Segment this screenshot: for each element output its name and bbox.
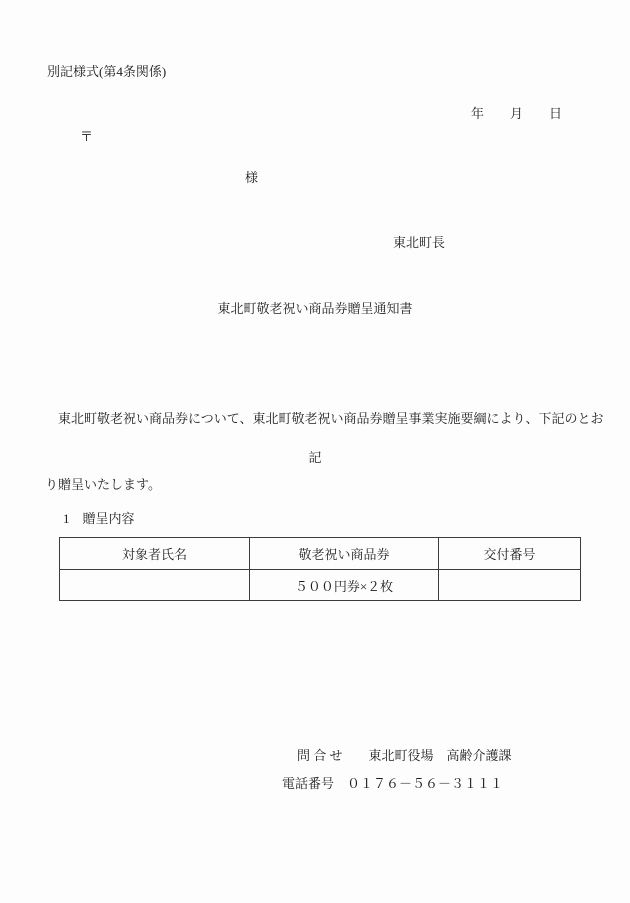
table-header-row — [60, 538, 581, 570]
section-heading: 1 贈呈内容 — [63, 511, 135, 526]
addressee-honorific: 様 — [245, 170, 259, 185]
record-marker: 記 — [308, 450, 322, 465]
document-title: 東北町敬老祝い商品券贈呈通知書 — [217, 301, 413, 316]
footer-phone-line: 電話番号 ０１７６－５６－３１１１ — [282, 776, 504, 791]
table-row — [60, 570, 581, 601]
cell-gift-certificate: ５００円券×２枚 — [250, 570, 439, 601]
header-issue-number: 交付番号 — [439, 538, 581, 570]
body-line: 東北町敬老祝い商品券について、東北町敬老祝い商品券贈呈事業実施要綱により、下記のとお — [45, 411, 604, 426]
header-recipient-name: 対象者氏名 — [60, 538, 250, 570]
header-gift-certificate: 敬老祝い商品券 — [250, 538, 439, 570]
postal-mark: 〒 — [80, 129, 94, 144]
gift-table — [59, 537, 581, 601]
body-line: り贈呈いたします。 — [45, 477, 161, 492]
cell-recipient-name — [60, 570, 250, 601]
date-line: 年 月 日 — [471, 106, 563, 121]
sender-name: 東北町長 — [393, 235, 446, 250]
footer-contact-line: 問 合 せ 東北町役場 高齢介護課 — [297, 748, 512, 763]
cell-issue-number — [439, 570, 581, 601]
form-number-label: 別記様式(第4条関係) — [47, 64, 167, 79]
